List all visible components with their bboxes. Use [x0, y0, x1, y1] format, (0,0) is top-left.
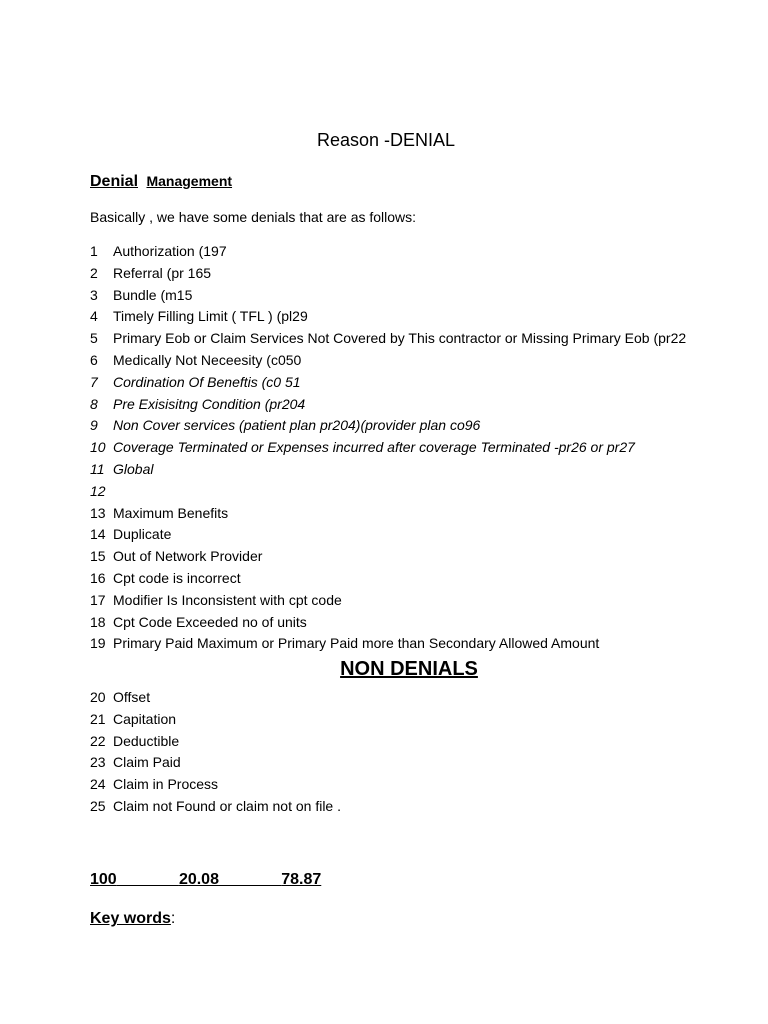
- list-item: [90, 688, 341, 710]
- list-item-text: Coverage Terminated or Expenses incurred after coverage Terminated -pr26 or pr27: [113, 439, 635, 456]
- list-item: [90, 753, 341, 775]
- list-item-number: 7: [90, 373, 98, 390]
- list-item-number: 9: [90, 417, 98, 434]
- list-item-number: 1: [90, 243, 98, 259]
- figure-value: 20.08: [178, 871, 219, 888]
- figures-line: [90, 870, 321, 890]
- list-item: [90, 525, 686, 547]
- subheading-word-denial: Denial: [90, 173, 139, 190]
- list-item-number: 16: [90, 569, 106, 586]
- list-item-text: Primary Eob or Claim Services Not Covered by This contractor or Missing Primary Eob (pr22: [113, 330, 687, 347]
- list-item-text: Referral (pr 165: [113, 264, 212, 281]
- list-item-text: Offset: [113, 689, 151, 705]
- list-item-text: Pre Exisisitng Condition (pr204: [113, 395, 306, 412]
- list-item: [90, 460, 686, 482]
- list-item-text: Deductible: [113, 732, 180, 749]
- document-title: Reason -DENIAL: [316, 130, 456, 150]
- list-item: [90, 613, 686, 635]
- list-item: [90, 634, 686, 656]
- list-item: [90, 482, 686, 504]
- list-item-text: Cpt Code Exceeded no of units: [113, 613, 307, 630]
- list-item: [90, 242, 686, 264]
- list-item: [90, 373, 686, 395]
- list-item: [90, 264, 686, 286]
- subheading-word-management: Management: [146, 173, 233, 189]
- list-item-number: 19: [90, 635, 106, 652]
- denials-list: [90, 242, 686, 656]
- list-item-text: Modifier Is Inconsistent with cpt code: [113, 591, 342, 608]
- list-item-number: 20: [90, 689, 106, 705]
- list-item-number: 11: [90, 460, 105, 477]
- list-item-number: 17: [90, 591, 106, 608]
- list-item-text: Duplicate: [113, 526, 172, 543]
- list-item: [90, 775, 341, 797]
- list-item-text: Medically Not Neceesity (c050: [113, 351, 302, 368]
- list-item-number: 2: [90, 264, 98, 281]
- list-item-text: Primary Paid Maximum or Primary Paid more than Secondary Allowed Amount: [113, 635, 600, 652]
- list-item: [90, 504, 686, 526]
- list-item-text: Timely Filling Limit ( TFL ) (pl29: [113, 308, 308, 325]
- list-item: [90, 547, 686, 569]
- non-denials-list: [90, 688, 341, 819]
- list-item-text: Bundle (m15: [113, 286, 193, 303]
- list-item-number: 12: [90, 482, 106, 499]
- list-item-text: Out of Network Provider: [113, 548, 263, 565]
- list-item-number: 15: [90, 548, 106, 565]
- list-item: [90, 591, 686, 613]
- list-item-number: 6: [90, 351, 98, 368]
- list-item: [90, 438, 686, 460]
- list-item: [90, 351, 686, 373]
- list-item-number: 25: [90, 797, 106, 814]
- keywords-line: [90, 909, 175, 929]
- list-item-number: 23: [90, 754, 106, 771]
- list-item-text: Cpt code is incorrect: [113, 569, 241, 586]
- list-item-number: 21: [90, 710, 106, 727]
- keywords-label: Key words: [90, 910, 171, 927]
- list-item-text: Authorization (197: [113, 243, 227, 259]
- section-subheading: [90, 171, 232, 192]
- list-item-text: Claim Paid: [113, 754, 181, 771]
- figure-value: 100: [90, 871, 117, 888]
- list-item-number: 14: [90, 526, 106, 543]
- list-item-text: Global: [113, 460, 154, 477]
- list-item: [90, 329, 686, 351]
- list-item-text: Claim not Found or claim not on file .: [113, 797, 341, 814]
- non-denials-heading: NON DENIALS: [340, 658, 478, 680]
- list-item-text: Cordination Of Beneftis (c0 51: [113, 373, 301, 390]
- list-item: [90, 569, 686, 591]
- intro-paragraph: Basically , we have some denials that are as follows:: [90, 209, 417, 225]
- list-item-number: 22: [90, 732, 106, 749]
- list-item-number: 24: [90, 776, 106, 793]
- list-item-number: 18: [90, 613, 106, 630]
- list-item-text: Claim in Process: [113, 776, 219, 793]
- list-item-number: 10: [90, 439, 106, 456]
- list-item-number: 8: [90, 395, 98, 412]
- list-item-number: 5: [90, 330, 98, 347]
- list-item-number: 13: [90, 504, 106, 521]
- list-item-text: Capitation: [113, 710, 177, 727]
- list-item: [90, 797, 341, 819]
- list-item-text: Maximum Benefits: [113, 504, 229, 521]
- list-item: [90, 395, 686, 417]
- list-item-text: Non Cover services (patient plan pr204)(provider plan co96: [113, 417, 481, 434]
- list-item: [90, 710, 341, 732]
- figure-value: 78.87: [281, 871, 322, 888]
- list-item: [90, 286, 686, 308]
- keywords-colon: :: [170, 910, 176, 927]
- list-item: [90, 307, 686, 329]
- list-item-number: 3: [90, 286, 98, 303]
- list-item: [90, 416, 686, 438]
- list-item: [90, 732, 341, 754]
- list-item-number: 4: [90, 308, 98, 325]
